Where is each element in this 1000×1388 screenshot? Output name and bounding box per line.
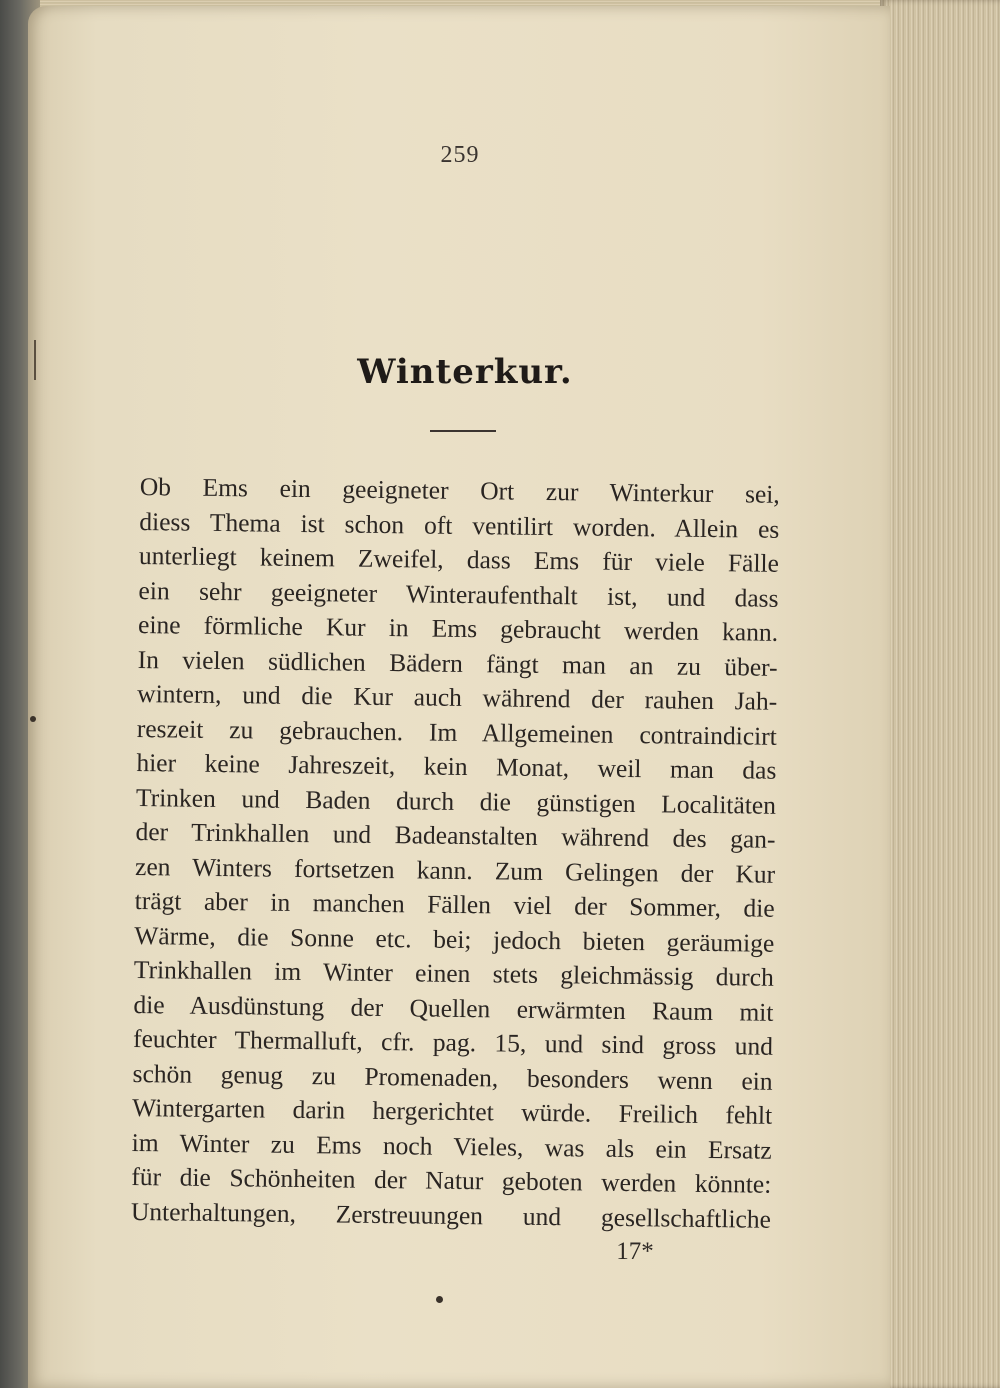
text-line: eine förmliche Kur in Ems gebraucht werden kann. xyxy=(137,609,779,647)
text-line: im Winter zu Ems noch Vieles, was als ein Ersatz xyxy=(131,1127,772,1165)
text-line: diess Thema ist schon oft ventilirt worden. Allein es xyxy=(139,506,780,544)
text-line: Ob Ems ein geeigneter Ort zur Winterkur sei, xyxy=(139,471,780,509)
text-line: Wintergarten darin hergerichtet würde. Freilich fehlt xyxy=(132,1092,773,1130)
text-line: Trinken und Baden durch die günstigen Localitäten xyxy=(135,782,777,820)
signature-mark: 17* xyxy=(616,1238,654,1265)
text-line: ein sehr geeigneter Winteraufenthalt ist, und dass xyxy=(138,575,779,613)
text-line: der Trinkhallen und Badeanstalten während des gan- xyxy=(135,816,776,854)
text-line: feuchter Thermalluft, cfr. pag. 15, und sind gross und xyxy=(132,1023,774,1061)
title-rule xyxy=(430,430,496,432)
text-line: hier keine Jahreszeit, kein Monat, weil man das xyxy=(136,747,777,785)
ink-spot xyxy=(30,716,36,722)
ink-spot xyxy=(436,1296,443,1303)
text-line: Wärme, die Sonne etc. bei; jedoch bieten geräumige xyxy=(134,920,775,958)
text-line: unterliegt keinem Zweifel, dass Ems für viele Fälle xyxy=(138,540,780,578)
body-text xyxy=(131,470,780,1237)
text-line: für die Schönheiten der Natur geboten werden könnte: xyxy=(131,1161,772,1199)
text-line: Trinkhallen im Winter einen stets gleichmässig durch xyxy=(133,954,775,992)
text-line: trägt aber in manchen Fällen viel der Sommer, die xyxy=(134,885,775,923)
gutter-mark xyxy=(34,340,36,380)
text-line: In vielen südlichen Bädern fängt man an zu über- xyxy=(137,644,778,682)
text-line: schön genug zu Promenaden, besonders wenn ein xyxy=(132,1058,773,1096)
text-line: wintern, und die Kur auch während der rauhen Jah- xyxy=(137,678,778,716)
page-number: 259 xyxy=(440,142,480,168)
text-line: Unterhaltungen, Zerstreuungen und gesellschaftliche xyxy=(130,1196,772,1234)
text-line: die Ausdünstung der Quellen erwärmten Raum mit xyxy=(133,989,774,1027)
page-edges-right xyxy=(880,0,1000,1388)
text-line: zen Winters fortsetzen kann. Zum Gelingen der Kur xyxy=(134,851,776,889)
chapter-title: Winterkur. xyxy=(357,352,573,392)
text-line: reszeit zu gebrauchen. Im Allgemeinen contraindicirt xyxy=(136,713,777,751)
